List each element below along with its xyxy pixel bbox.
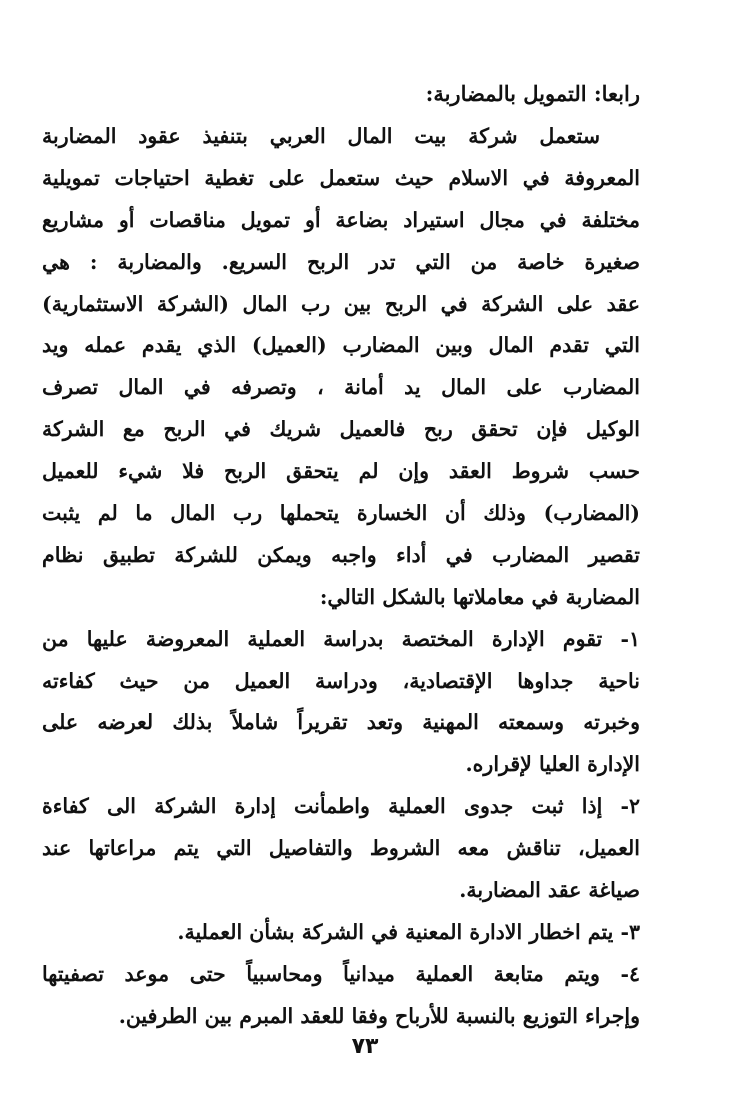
text-line: (المضارب) وذلك أن الخسارة يتحملها رب المال ما لم يثبت	[42, 501, 640, 526]
text-line: ناحية جداوها الإقتصادية، ودراسة العميل من حيث كفاءته	[42, 668, 640, 693]
text-line: ١- تقوم الإدارة المختصة بدراسة العملية المعروضة عليها من	[42, 626, 640, 651]
text-line: المضارب على المال يد أمانة ، وتصرفه في المال تصرف	[42, 375, 640, 400]
list-item-2	[42, 786, 640, 912]
text-line: الإدارة العليا لإقراره.	[465, 752, 640, 777]
text-line: التي تقدم المال وبين المضارب (العميل) الذي يقدم عمله ويد	[42, 333, 640, 358]
text-line: صغيرة خاصة من التي تدر الربح السريع. والمضاربة : هي	[42, 249, 640, 274]
list-item-4	[42, 954, 640, 1038]
page-number: ٧٣	[351, 1034, 379, 1059]
text-line: وخبرته وسمعته المهنية وتعد تقريراً شاملاً بذلك لعرضه على	[42, 710, 640, 735]
list-item-3	[42, 912, 640, 954]
text-line: وإجراء التوزيع بالنسبة للأرباح وفقا للعقد المبرم بين الطرفين.	[118, 1003, 640, 1028]
intro-paragraph	[42, 116, 640, 619]
text-line: حسب شروط العقد وإن لم يتحقق الربح فلا شيء للعميل	[42, 459, 640, 484]
text-line: صياغة عقد المضاربة.	[459, 878, 640, 903]
text-line: المضاربة في معاملاتها بالشكل التالي:	[319, 584, 640, 609]
text-line: ٢- إذا ثبت جدوى العملية واطمأنت إدارة الشركة الى كفاءة	[42, 794, 640, 819]
text-line: ٤- ويتم متابعة العملية ميدانياً ومحاسبياً حتى موعد تصفيتها	[42, 961, 640, 986]
text-line: ستعمل شركة بيت المال العربي بتنفيذ عقود المضاربة	[42, 124, 600, 148]
text-line: الوكيل فإن تحقق ربح فالعميل شريك في الربح مع الشركة	[42, 417, 640, 442]
list-item-1	[42, 619, 640, 787]
text-line: العميل، تناقش معه الشروط والتفاصيل التي يتم مراعاتها عند	[42, 836, 640, 861]
text-line: عقد على الشركة في الربح بين رب المال (الشركة الاستثمارية)	[42, 291, 640, 316]
section-heading: رابعا: التمويل بالمضاربة:	[425, 81, 640, 106]
text-line: المعروفة في الاسلام حيث ستعمل على تغطية احتياجات تمويلية	[42, 165, 640, 190]
text-line: ٣- يتم اخطار الادارة المعنية في الشركة بشأن العملية.	[177, 919, 640, 944]
document-page	[42, 74, 640, 1038]
text-line: مختلفة في مجال استيراد بضاعة أو تمويل مناقصات أو مشاريع	[42, 207, 640, 232]
text-line: تقصير المضارب في أداء واجبه ويمكن للشركة تطبيق نظام	[42, 542, 640, 567]
